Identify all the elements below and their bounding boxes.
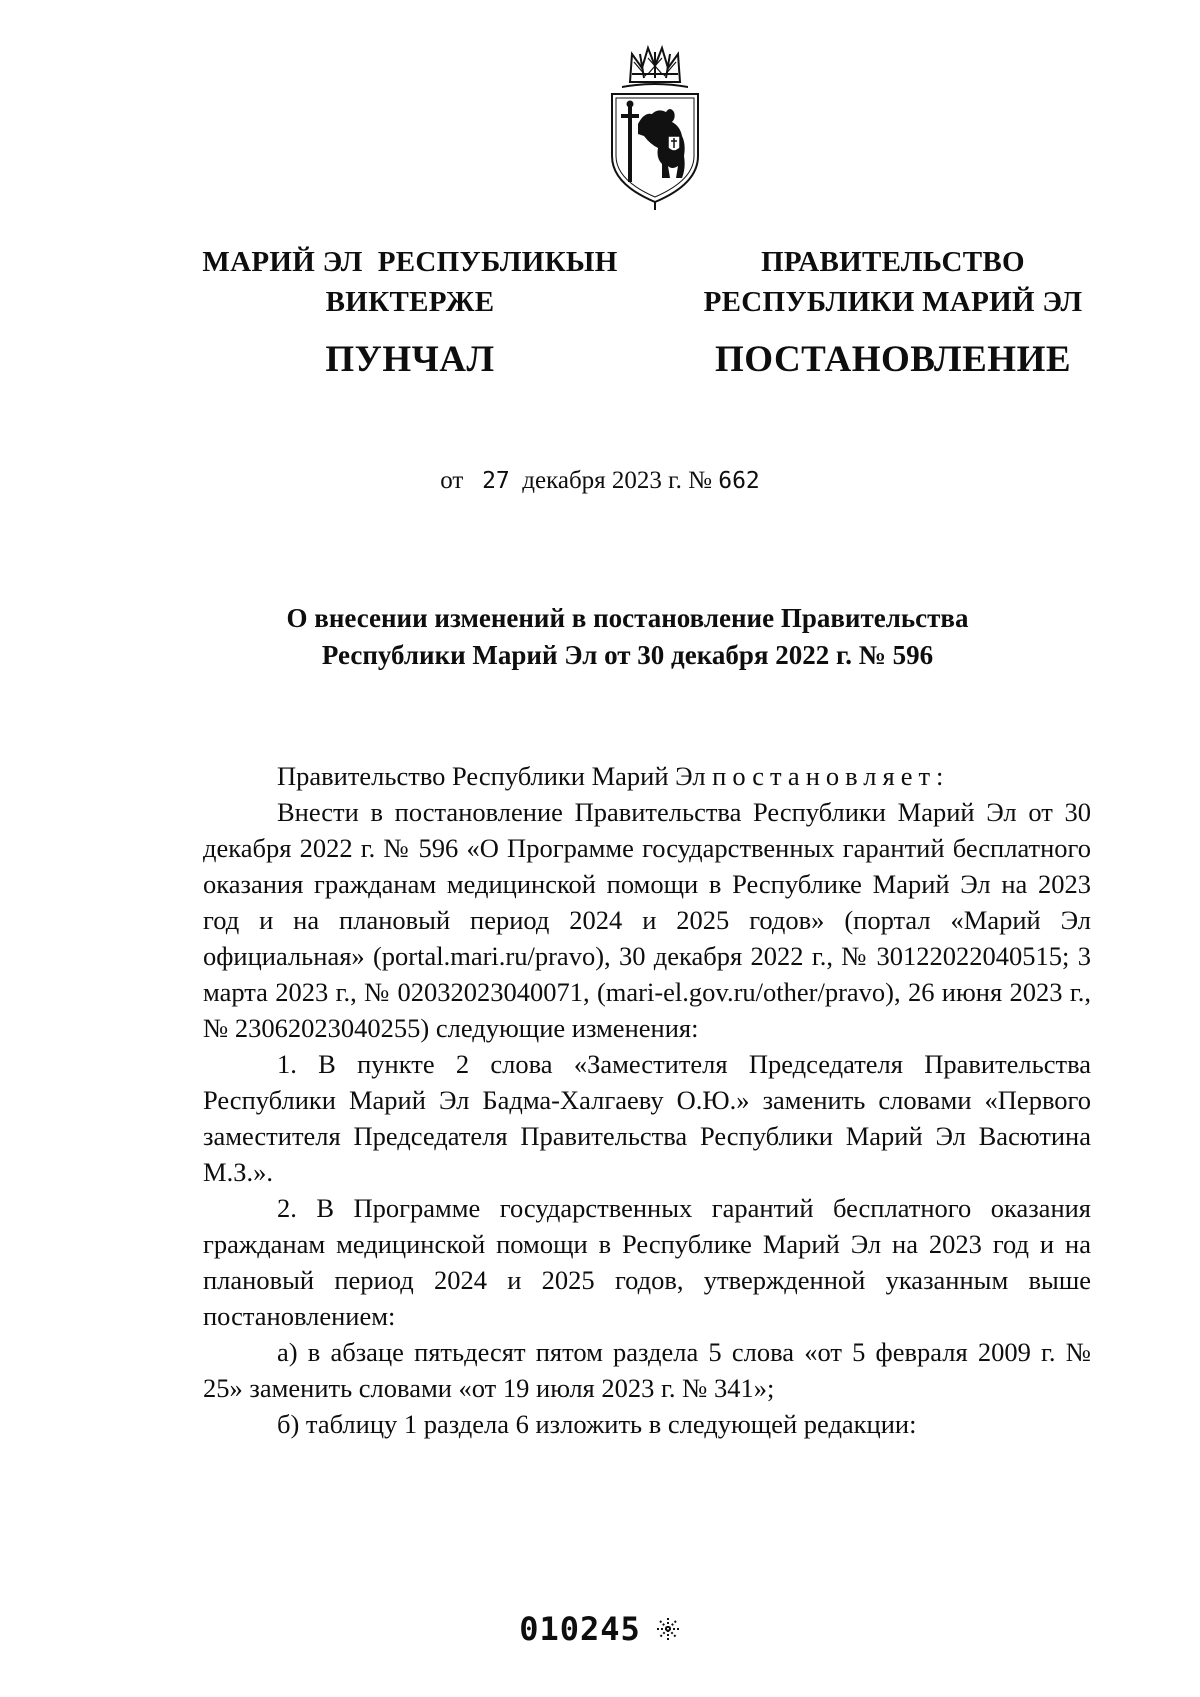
header-left-line1: МАРИЙ ЭЛ РЕСПУБЛИКЫН — [202, 246, 618, 278]
serial-number-block — [0, 1610, 1200, 1648]
document-title-line1: О внесении изменений в постановление Правительства — [286, 603, 969, 633]
document-title-line2: Республики Марий Эл от 30 декабря 2022 г. № 596 — [321, 640, 934, 670]
preamble-verb: постановляет: — [712, 761, 950, 791]
date-prefix: от — [440, 467, 464, 494]
document-title — [0, 600, 1200, 674]
coat-of-arms-icon — [600, 44, 710, 214]
header-right-line2: РЕСПУБЛИКИ МАРИЙ ЭЛ — [703, 286, 1083, 318]
header-right-title: ПОСТАНОВЛЕНИЕ — [714, 339, 1072, 380]
paragraph-item-1: 1. В пункте 2 слова «Заместителя Председателя Правительства Республики Марий Эл Бадма-Халгаеву О.Ю.» заменить словами «Первого заместителя Председателя Правительства Республики Марий Эл Васютина М.З.». — [203, 1049, 1091, 1187]
paragraph-preamble — [203, 758, 1091, 794]
paragraph-item-2b: б) таблицу 1 раздела 6 изложить в следующей редакции: — [277, 1409, 917, 1439]
serial-number: 010245 — [519, 1610, 641, 1648]
paragraph-main: Внести в постановление Правительства Республики Марий Эл от 30 декабря 2022 г. № 596 «О Программе государственных гарантий бесплатного оказания гражданам медицинской помощи в Республике Марий Эл на 2023 год и на плановый период 2024 и 2025 годов» (портал «Марий Эл официальная» (portal.mari.ru/pravo), 30 декабря 2022 г., № 30122022040515; 3 марта 2023 г., № 02032023040071, (mari-el.gov.ru/other/pravo), 26 июня 2023 г., № 23062023040255) следующие изменения: — [203, 797, 1091, 1043]
document-body — [203, 758, 1091, 1442]
header-left-block — [170, 242, 650, 380]
date-day: 27 — [482, 468, 510, 494]
preamble-text: Правительство Республики Марий Эл — [277, 761, 706, 791]
header-right-line1: ПРАВИТЕЛЬСТВО — [761, 246, 1025, 278]
date-month-year: декабря 2023 г. № — [522, 467, 712, 494]
paragraph-item-2: 2. В Программе государственных гарантий бесплатного оказания гражданам медицинской помощи в Республике Марий Эл на 2023 год и на плановый период 2024 и 2025 годов, утвержденной указанным выше постановлением: — [203, 1193, 1091, 1331]
header-left-title: ПУНЧАЛ — [325, 339, 495, 380]
header-left-line2: ВИКТЕРЖЕ — [325, 286, 495, 318]
document-number: 662 — [718, 468, 760, 494]
header-right-block — [653, 242, 1133, 380]
date-line — [0, 467, 1200, 495]
paragraph-item-2a: а) в абзаце пятьдесят пятом раздела 5 слова «от 5 февраля 2009 г. № 25» заменить словами «от 19 июля 2023 г. № 341»; — [203, 1337, 1091, 1403]
asterisk-mark-icon — [655, 1616, 681, 1642]
